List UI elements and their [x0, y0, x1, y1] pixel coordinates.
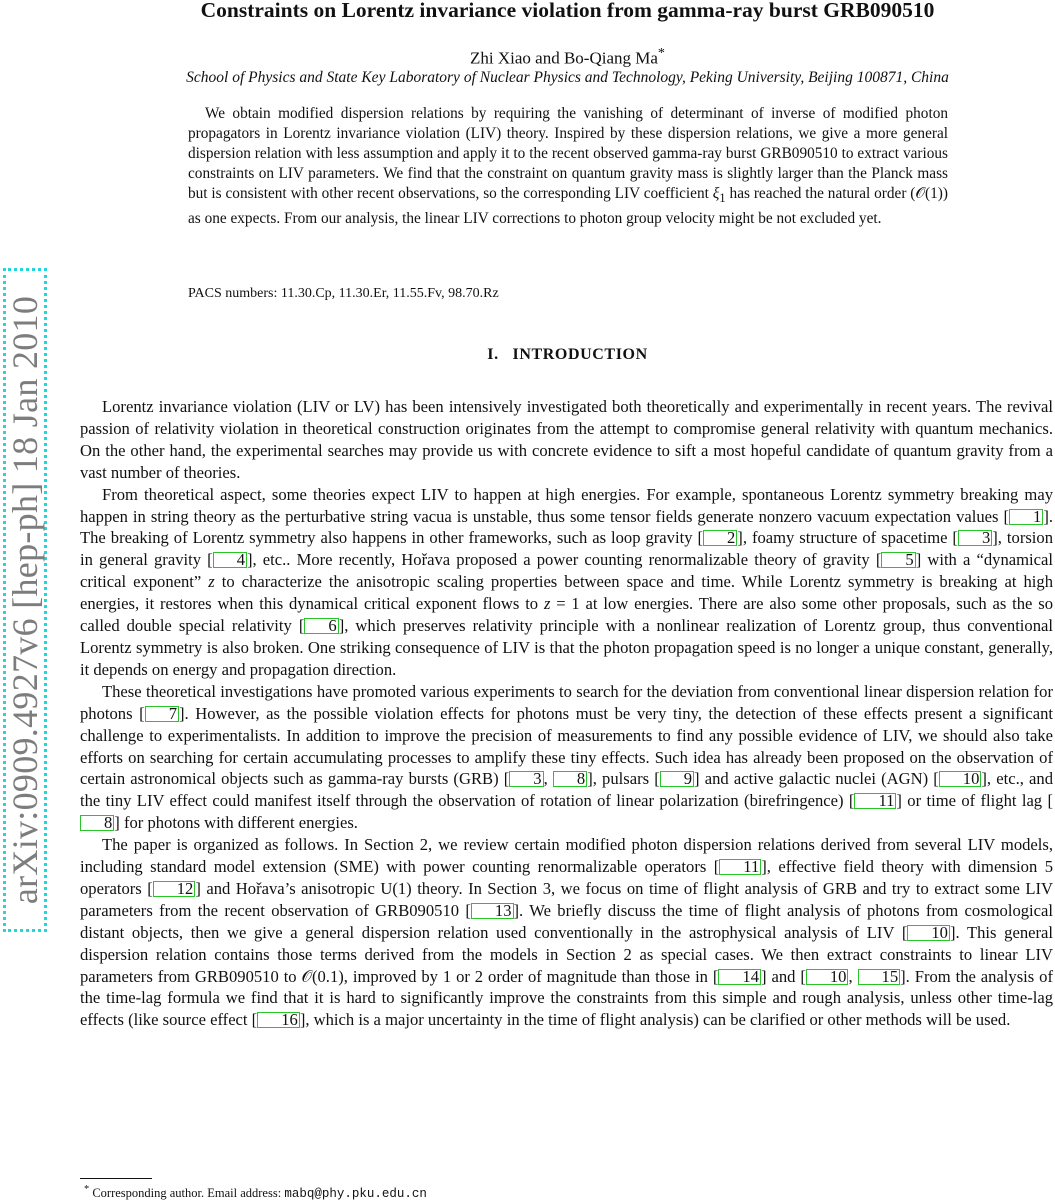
paragraph-text: ]. From the analysis of the time-lag formula we find that it is hard to significantly improve the constraints from this simple and rough analysis, unless other time-lag effects (like source effect [ [80, 966, 1053, 1030]
footnote-mark: * [84, 1184, 90, 1195]
author-footnote-mark: * [657, 45, 665, 61]
xi-subscript: 1 [719, 190, 726, 205]
author-line [80, 45, 1055, 69]
section-number: I. [487, 346, 499, 363]
citation-link[interactable]: 10 [939, 771, 982, 787]
section-heading [80, 346, 1055, 364]
arxiv-side-stamp [3, 268, 47, 932]
math-variable: z [208, 572, 215, 592]
paragraph-text: ], etc.. More recently, Hořava proposed a power counting renormalizable theory of gravity [ [246, 550, 882, 570]
abstract-text: We obtain modified dispersion relations by requiring the vanishing of determinant of inverse of modified photon propagators in Lorentz invariance violation (LIV) theory. Inspired by these dispersion relations, we give a more general dispersion relation with less assumption and apply it to the recent observed gamma-ray burst GRB090510 to extract various constraints on LIV parameters. We find that the constraint on quantum gravity mass is slightly larger than the Planck mass but is consistent with other recent observations, so the corresponding LIV coefficient [188, 105, 948, 202]
citation-link[interactable]: 10 [907, 925, 950, 941]
paper-title: Constraints on Lorentz invariance violation from gamma-ray burst GRB090510 [200, 0, 935, 22]
citation-link[interactable]: 13 [471, 903, 514, 919]
arxiv-identifier: arXiv:0909.4927v6 [hep-ph] 18 Jan 2010 [5, 295, 45, 905]
citation-link[interactable]: 6 [304, 618, 338, 634]
abstract-text: ) as one expects. From our analysis, the linear LIV corrections to photon group velocity might be not excluded yet. [188, 184, 948, 227]
paragraph-text: ] for photons with different energies. [114, 813, 358, 833]
section-title: INTRODUCTION [512, 346, 648, 363]
paragraph-text: ] with a “dynamical critical exponent” [80, 550, 1053, 592]
paragraph-text: ], foamy structure of spacetime [ [737, 528, 958, 548]
paragraph-text: , [543, 769, 553, 789]
email-address[interactable]: mabq@phy.pku.edu.cn [284, 1187, 427, 1200]
paragraph-3 [80, 681, 1053, 834]
paragraph-text: ]. This general dispersion relation contains those terms derived from the models in Section 2 as special cases. We then extract constraints to linear LIV parameters from GRB090510 to [80, 922, 1054, 986]
paragraph-text: ] and active galactic nuclei (AGN) [ [694, 769, 939, 789]
citation-link[interactable]: 14 [718, 969, 761, 985]
paragraph-text: Lorentz invariance violation (LIV or LV) has been intensively investigated both theoretically and experimentally in recent years. The revival passion of relativity violation in theoretical construction originates from the attempt to compromise general relativity with quantum mechanics. On the other hand, the experimental searches may provide us with concrete evidence to sift a most hopeful candidate of quantum gravity from a vast number of theories. [80, 397, 1053, 482]
paragraph-text: to characterize the anisotropic scaling properties between space and time. While Lorentz symmetry is breaking at high energies, it restores when this dynamical critical exponent flows to [80, 572, 1053, 614]
paragraph-text: ], pulsars [ [587, 769, 660, 789]
citation-link[interactable]: 8 [80, 815, 114, 831]
paragraph-text: ], which is a major uncertainty in the time of flight analysis) can be clarified or other methods will be used. [299, 1010, 1011, 1030]
paragraph-1 [80, 396, 1053, 484]
xi-symbol: ξ [712, 184, 720, 202]
paragraph-text: ]. The breaking of Lorentz symmetry also happens in other frameworks, such as loop gravity [ [80, 506, 1053, 548]
paragraph-text: From theoretical aspect, some theories expect LIV to happen at high energies. For example, spontaneous Lorentz symmetry breaking may happen in string theory as the perturbative string vacua is unstable, thus some tensor fields generate nonzero vacuum expectation values [ [80, 484, 1053, 526]
citation-link[interactable]: 5 [881, 552, 915, 568]
footnote-text: Corresponding author. Email address: [89, 1186, 285, 1200]
order-notation: 𝒪(1) [915, 184, 943, 202]
abstract-text: has reached the natural order ( [725, 184, 916, 202]
paragraph-text: These theoretical investigations have promoted various experiments to search for the deviation from conventional linear dispersion relation for photons [ [80, 681, 1053, 723]
citation-link[interactable]: 11 [719, 859, 761, 875]
paragraph-2 [80, 484, 1053, 681]
citation-link[interactable]: 15 [858, 969, 901, 985]
paragraph-text: ]. We briefly discuss the time of flight analysis of photons from cosmological distant objects, then we give a general dispersion relation used conventionally in the astrophysical analysis of LIV [ [80, 900, 1053, 942]
citation-link[interactable]: 9 [660, 771, 694, 787]
footnote-rule [80, 1178, 152, 1179]
citation-link[interactable]: 4 [213, 552, 247, 568]
order-notation: 𝒪(0.1) [301, 966, 344, 986]
citation-link[interactable]: 7 [145, 706, 179, 722]
paragraph-4 [80, 834, 1053, 1031]
citation-link[interactable]: 12 [153, 881, 196, 897]
paragraph-text: = 1 at low energies. There are also some other proposals, such as the so called double special relativity [ [80, 594, 1053, 636]
paragraph-text: ]. However, as the possible violation effects for photons must be very tiny, the detection of these effects present a significant challenge to experimentalists. In addition to improve the precision of measurements to find any possible evidence of LIV, we should also take efforts on searching for certain accumulating processes to amplify these tiny effects. Such idea has already been proposed on the observation of certain astronomical objects such as gamma-ray bursts (GRB) [ [80, 703, 1053, 789]
affiliation: School of Physics and State Key Laboratory of Nuclear Physics and Technology, Peking University, Beijing 100871, China [186, 69, 949, 86]
paragraph-text: ], etc., and the tiny LIV effect could manifest itself through the observation of rotation of linear polarization (birefringence) [ [80, 769, 1053, 811]
paragraph-text: ] and Hořava’s anisotropic U(1) theory. In Section 3, we focus on time of flight analysis of GRB and try to extract some LIV parameters from the recent observation of GRB090510 [ [80, 878, 1053, 920]
citation-link[interactable]: 11 [854, 793, 896, 809]
paragraph-text: , improved by 1 or 2 order of magnitude than those in [ [343, 966, 719, 986]
paragraph-text: The paper is organized as follows. In Section 2, we review certain modified photon dispersion relations derived from several LIV models, including standard model extension (SME) with power counting renormalizable operators [ [80, 835, 1053, 877]
abstract [188, 104, 948, 228]
body-text [80, 396, 1053, 1031]
citation-link[interactable]: 8 [553, 771, 587, 787]
math-variable: z [543, 594, 551, 614]
citation-link[interactable]: 3 [958, 530, 992, 546]
paragraph-text: ] and [ [761, 966, 806, 986]
paragraph-text: ], effective field theory with dimension 5 operators [ [80, 857, 1054, 898]
paragraph-text: ] or time of flight lag [ [896, 791, 1053, 811]
citation-link[interactable]: 16 [257, 1012, 300, 1028]
citation-link[interactable]: 3 [509, 771, 543, 787]
citation-link[interactable]: 1 [1009, 509, 1043, 525]
paragraph-text: , [848, 966, 858, 986]
paragraph-text: ], which preserves relativity principle with a nonlinear realization of Lorentz group, thus conventional Lorentz symmetry is also broken. One striking consequence of LIV is that the photon propagation speed is no longer a unique constant, generally, it depends on energy and propagation direction. [80, 616, 1053, 679]
footnote [84, 1184, 427, 1200]
paragraph-text: ], torsion in general gravity [ [80, 528, 1054, 570]
citation-link[interactable]: 2 [703, 530, 737, 546]
pacs-numbers: PACS numbers: 11.30.Cp, 11.30.Er, 11.55.Fv, 98.70.Rz [188, 286, 499, 301]
citation-link[interactable]: 10 [806, 969, 849, 985]
author-names: Zhi Xiao and Bo-Qiang Ma [470, 48, 658, 68]
